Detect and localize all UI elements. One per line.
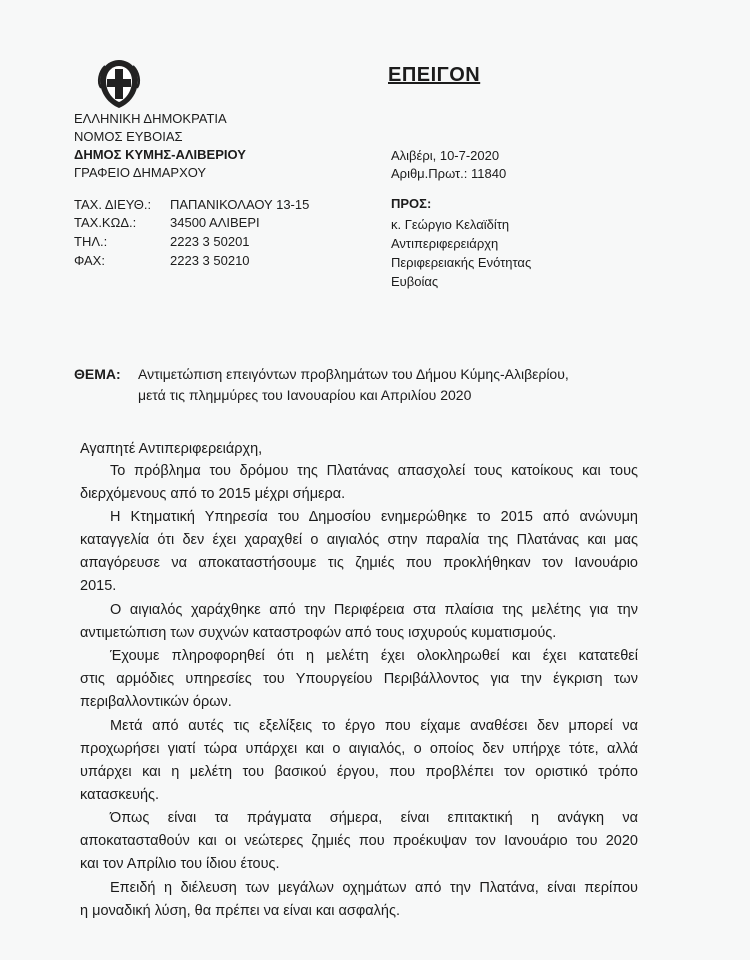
body-line: Το πρόβλημα του δρόμου της Πλατάνας απασχολεί τους κατοίκους και τους	[110, 463, 638, 479]
body-line: στις αρμόδιες υπηρεσίες του Υπουργείου Περιβάλλοντος για την έγκριση των	[80, 671, 638, 687]
body-line: υπάρχει και η μελέτη του βασικού έργου, που προβλέπει τον οριστικό τρόπο	[80, 764, 638, 780]
org-line-office: ΓΡΑΦΕΙΟ ΔΗΜΑΡΧΟΥ	[74, 165, 207, 180]
address-label: ΤΑΧ. ΔΙΕΥΘ.:	[74, 197, 152, 212]
recipient-title: Αντιπεριφερειάρχη	[391, 236, 499, 251]
letter-date: Αλιβέρι, 10-7-2020	[391, 148, 500, 163]
recipient-name: κ. Γεώργιο Κελαϊδίτη	[391, 217, 510, 232]
postcode-value: 34500 ΑΛΙΒΕΡΙ	[170, 215, 260, 230]
urgent-stamp: ΕΠΕΙΓΟΝ	[388, 64, 481, 86]
body-line: Μετά από αυτές τις εξελίξεις το έργο που είχαμε αναθέσει δεν μπορεί να	[110, 718, 638, 734]
org-line-republic: ΕΛΛΗΝΙΚΗ ΔΗΜΟΚΡΑΤΙΑ	[74, 111, 227, 126]
org-line-prefecture: ΝΟΜΟΣ ΕΥΒΟΙΑΣ	[74, 129, 183, 144]
body-line: η μοναδική λύση, θα πρέπει να είναι και ασφαλής.	[80, 903, 400, 919]
address-value: ΠΑΠΑΝΙΚΟΛΑΟΥ 13-15	[170, 197, 310, 212]
body-line: 2015.	[80, 578, 117, 594]
body-line: διερχόμενους από το 2015 μέχρι σήμερα.	[80, 486, 346, 502]
subject-line: μετά τις πλημμύρες του Ιανουαρίου και Απριλίου 2020	[138, 387, 472, 403]
body-line: αντιμετώπιση των συχνών καταστροφών από τους ισχυρούς κυματισμούς.	[80, 625, 557, 641]
body-line: απαγόρευσε να αποκαταστήσουμε τις ζημιές που προκλήθηκαν τον Ιανουάριο	[80, 555, 638, 571]
phone-label: ΤΗΛ.:	[74, 234, 108, 249]
salutation: Αγαπητέ Αντιπεριφερειάρχη,	[80, 441, 263, 457]
body-line: προχωρήσει γιατί τώρα υπάρχει και ο αιγιαλός, ο οποίος δεν υπήρχε τότε, αλλά	[80, 741, 638, 757]
body-line: Η Κτηματική Υπηρεσία του Δημοσίου ενημερώθηκε το 2015 από ανώνυμη	[110, 509, 638, 525]
body-line: αποκατασταθούν και οι νεώτερες ζημιές που προέκυψαν τον Ιανουάριο του 2020	[80, 833, 638, 849]
recipient-unit: Περιφερειακής Ενότητας	[391, 255, 532, 270]
fax-label: ΦΑΧ:	[74, 253, 105, 268]
body-line: Ο αιγιαλός χαράχθηκε από την Περιφέρεια στα πλαίσια της μελέτης για την	[110, 602, 638, 618]
fax-value: 2223 3 50210	[170, 253, 250, 268]
protocol-number: Αριθμ.Πρωτ.: 11840	[391, 166, 507, 181]
body-line: Επειδή η διέλευση των μεγάλων οχημάτων από την Πλατάνα, είναι περίπου	[110, 880, 638, 896]
body-line: Έχουμε πληροφορηθεί ότι η μελέτη έχει ολοκληρωθεί και έχει κατατεθεί	[110, 648, 638, 664]
recipient-region: Ευβοίας	[391, 274, 439, 289]
body-line: περιβαλλοντικών όρων.	[80, 694, 232, 710]
greek-coat-of-arms-icon	[95, 58, 143, 110]
body-line: κατασκευής.	[80, 787, 160, 803]
postcode-label: ΤΑΧ.ΚΩΔ.:	[74, 215, 137, 230]
org-line-municipality: ΔΗΜΟΣ ΚΥΜΗΣ-ΑΛΙΒΕΡΙΟΥ	[74, 147, 246, 162]
subject-line: Αντιμετώπιση επειγόντων προβλημάτων του Δήμου Κύμης-Αλιβερίου,	[138, 366, 569, 382]
recipient-heading: ΠΡΟΣ:	[391, 196, 432, 211]
body-line: Όπως είναι τα πράγματα σήμερα, είναι επιτακτική η ανάγκη να	[110, 810, 638, 826]
subject-label: ΘΕΜΑ:	[74, 366, 121, 382]
body-line: καταγγελία ότι δεν έχει χαραχθεί ο αιγιαλός στην παραλία της Πλατάνας και μας	[80, 532, 638, 548]
body-line: και τον Απρίλιο του ίδιου έτους.	[80, 856, 280, 872]
phone-value: 2223 3 50201	[170, 234, 250, 249]
